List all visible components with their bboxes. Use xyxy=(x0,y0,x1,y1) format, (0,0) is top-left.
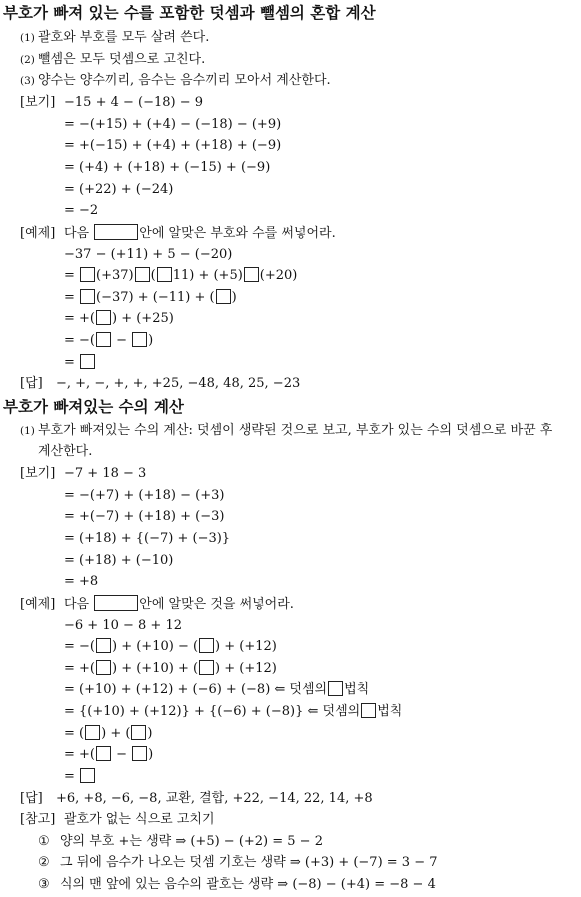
answer-blank[interactable] xyxy=(96,332,111,347)
section2-title: 부호가 빠져있는 수의 계산 xyxy=(3,398,184,416)
answer-blank[interactable] xyxy=(132,746,147,761)
example-line: = (+18) + (−10) xyxy=(64,553,174,568)
expr-part: − xyxy=(112,747,132,762)
prompt-text: 다음 xyxy=(64,226,90,241)
answer-blank[interactable] xyxy=(96,746,111,761)
exercise-tag: [예제] xyxy=(20,597,56,612)
note-tag: [참고] xyxy=(20,812,56,827)
expr-part: 11) + (+5) xyxy=(172,268,243,283)
exercise-tag: [예제] xyxy=(20,226,56,241)
example-tag: [보기] xyxy=(20,95,56,110)
example-line: = (+18) + {(−7) + (−3)} xyxy=(64,531,231,546)
expr-part: = xyxy=(64,290,75,305)
example-tag: [보기] xyxy=(20,466,56,481)
note-num: ① xyxy=(38,834,50,849)
expr-part: (−37) + (−11) + ( xyxy=(96,290,215,305)
exercise-line xyxy=(64,310,174,328)
answer-blank[interactable] xyxy=(132,332,147,347)
answer-blank[interactable] xyxy=(96,660,111,675)
expr-part: = +( xyxy=(64,661,95,676)
note-text: 식의 맨 앞에 있는 음수의 괄호는 생략 ⇒ (−8) − (+4) = −8 − 4 xyxy=(60,877,436,892)
exercise-line xyxy=(64,725,153,743)
expr-part: ) + (+10) − ( xyxy=(112,639,199,654)
expr-part: − xyxy=(112,333,132,348)
rule-2 xyxy=(20,51,205,69)
expr-part: 법칙 xyxy=(344,682,370,697)
expr-part: ) + (+12) xyxy=(215,661,277,676)
rule-1-line2: 계산한다. xyxy=(38,444,93,459)
rule-text: 괄호와 부호를 모두 살려 쓴다. xyxy=(38,30,210,45)
exercise-line xyxy=(64,768,96,786)
note-title: 괄호가 없는 식으로 고치기 xyxy=(64,812,215,827)
answer-tag: [답] xyxy=(20,791,43,806)
exercise-line xyxy=(64,638,277,656)
answer-blank[interactable] xyxy=(96,638,111,653)
exercise-line: −37 − (+11) + 5 − (−20) xyxy=(64,247,233,262)
answer-blank[interactable] xyxy=(361,703,376,718)
expr-part: = +( xyxy=(64,311,95,326)
example-line: = (+22) + (−24) xyxy=(64,182,174,197)
expr-part: = (+10) + (+12) + (−6) + (−8) ⇐ 덧셈의 xyxy=(64,682,328,697)
exercise-line xyxy=(64,354,96,372)
expr-part: = +( xyxy=(64,747,95,762)
example-line: = +(−7) + (+18) + (−3) xyxy=(64,509,225,524)
note-item xyxy=(38,854,438,872)
example-line: −15 + 4 − (−18) − 9 xyxy=(64,95,204,110)
expr-part: ) + ( xyxy=(101,726,131,741)
exercise-line xyxy=(64,289,237,307)
answer-blank[interactable] xyxy=(85,725,100,740)
exercise-2-prompt xyxy=(20,595,294,614)
answer-blank[interactable] xyxy=(80,267,95,282)
answer-blank[interactable] xyxy=(96,310,111,325)
answer-tag: [답] xyxy=(20,376,43,391)
expr-part: ) + (+12) xyxy=(215,639,277,654)
exercise-line xyxy=(64,660,277,678)
exercise-line: −6 + 10 − 8 + 12 xyxy=(64,618,182,633)
expr-part: 법칙 xyxy=(377,704,403,719)
section1-title: 부호가 빠져 있는 수를 포함한 덧셈과 뺄셈의 혼합 계산 xyxy=(3,4,376,22)
answer-blank[interactable] xyxy=(80,289,95,304)
exercise-line xyxy=(64,746,153,764)
rule-num: (3) xyxy=(20,75,35,87)
answer-blank[interactable] xyxy=(157,267,172,282)
exercise-1-prompt xyxy=(20,224,336,243)
answer-blank[interactable] xyxy=(131,725,146,740)
expr-part: (+20) xyxy=(259,268,298,283)
answer-text: +6, +8, −6, −8, 교환, 결합, +22, −14, 22, 14, +8 xyxy=(56,791,373,806)
answer-blank[interactable] xyxy=(80,768,95,783)
exercise-line xyxy=(64,703,402,721)
example-line: −7 + 18 − 3 xyxy=(64,466,147,481)
expr-part: = {(+10) + (+12)} + {(−6) + (−8)} ⇐ 덧셈의 xyxy=(64,704,361,719)
rule-num: (1) xyxy=(20,425,35,437)
answer-blank[interactable] xyxy=(328,681,343,696)
example-1 xyxy=(20,94,203,112)
example-line: = +8 xyxy=(64,574,99,589)
note-text: 그 뒤에 음수가 나오는 덧셈 기호는 생략 ⇒ (+3) + (−7) = 3 − 7 xyxy=(60,855,438,870)
rule-1 xyxy=(20,29,209,47)
answer-blank[interactable] xyxy=(244,267,259,282)
expr-part: = xyxy=(64,268,75,283)
rule-3 xyxy=(20,72,331,90)
note-text: 양의 부호 +는 생략 ⇒ (+5) − (+2) = 5 − 2 xyxy=(60,834,323,849)
example-line: = −(+15) + (+4) − (−18) − (+9) xyxy=(64,117,282,132)
example-line: = −2 xyxy=(64,203,99,218)
expr-part: = −( xyxy=(64,333,95,348)
note-header xyxy=(20,811,215,829)
prompt-text: 다음 xyxy=(64,597,90,612)
expr-part: ) + (+10) + ( xyxy=(112,661,199,676)
rule-1-line1 xyxy=(20,422,552,440)
expr-part: = xyxy=(64,769,75,784)
note-item xyxy=(38,833,323,851)
answer-blank[interactable] xyxy=(80,354,95,369)
example-2 xyxy=(20,465,146,483)
answer-blank[interactable] xyxy=(199,660,214,675)
prompt-text: 안에 알맞은 부호와 수를 써넣어라. xyxy=(139,226,336,241)
expr-part: (+37) xyxy=(96,268,134,283)
answer-blank[interactable] xyxy=(216,289,231,304)
exercise-line xyxy=(64,681,369,699)
expr-part: ) xyxy=(148,333,154,348)
example-line: = +(−15) + (+4) + (+18) + (−9) xyxy=(64,138,282,153)
rule-num: (1) xyxy=(20,32,35,44)
answer-2 xyxy=(20,790,373,808)
note-item xyxy=(38,876,436,894)
rule-text: 양수는 양수끼리, 음수는 음수끼리 모아서 계산한다. xyxy=(38,73,331,88)
expr-part: = ( xyxy=(64,726,85,741)
answer-text: −, +, −, +, +, +25, −48, 48, 25, −23 xyxy=(56,376,301,391)
answer-blank[interactable] xyxy=(135,267,150,282)
note-num: ③ xyxy=(38,877,50,892)
answer-1 xyxy=(20,375,300,393)
example-line: = (+4) + (+18) + (−15) + (−9) xyxy=(64,160,271,175)
expr-part: ) xyxy=(231,290,237,305)
rule-text: 부호가 빠져있는 수의 계산: 덧셈이 생략된 것으로 보고, 부호가 있는 수의 덧셈으로 바꾼 후 xyxy=(38,423,553,438)
answer-blank[interactable] xyxy=(94,595,138,611)
example-line: = −(+7) + (+18) − (+3) xyxy=(64,488,225,503)
prompt-text: 안에 알맞은 것을 써넣어라. xyxy=(139,597,294,612)
expr-part: = −( xyxy=(64,639,95,654)
exercise-line: = (+37) ( 11) + (+5) (+20) xyxy=(64,268,298,283)
answer-blank[interactable] xyxy=(199,638,214,653)
exercise-line xyxy=(64,332,153,350)
expr-part: ) xyxy=(148,747,154,762)
answer-blank[interactable] xyxy=(94,224,138,240)
note-num: ② xyxy=(38,855,50,870)
rule-num: (2) xyxy=(20,54,35,66)
expr-part: ) + (+25) xyxy=(112,311,174,326)
rule-text: 뺄셈은 모두 덧셈으로 고친다. xyxy=(38,52,206,67)
expr-part: = xyxy=(64,355,75,370)
expr-part: ) xyxy=(147,726,153,741)
